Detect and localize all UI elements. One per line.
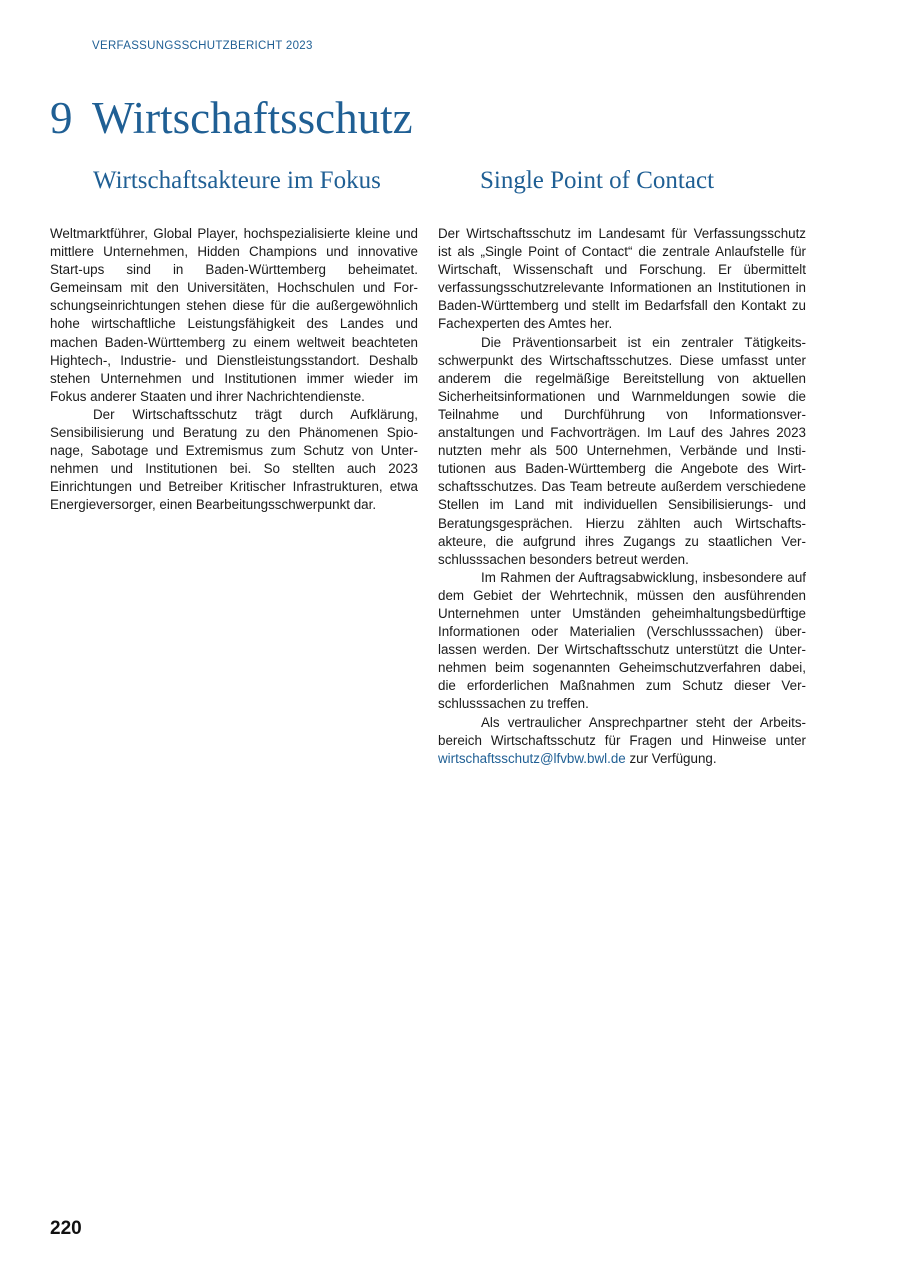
right-column-heading: Single Point of Contact: [480, 167, 715, 194]
right-paragraph-3: Im Rahmen der Auftragsabwicklung, insbesondere auf dem Gebiet der Wehrtechnik, müssen den ausführenden Unternehmen unter Umständen geheimhaltungsbedürftige Informationen oder Materialien (Verschlusssachen) überlassen werden. Der Wirtschaftsschutz unterstützt die Unternehmen beim sogenannten Geheimschutzverfahren dabei, die erforderlichen Maßnahmen zum Schutz dieser Verschlusssachen zu treffen.: [438, 569, 806, 712]
right-column: [438, 160, 806, 768]
left-paragraph-2: Der Wirtschaftsschutz trägt durch Aufklärung, Sensibilisierung und Beratung zu den Phänomenen Spionage, Sabotage und Extremismus zum Schutz von Unternehmen und Institutionen bei. So stellten auch 2023 Einrichtungen und Betreiber Kritischer Infrastrukturen, etwa Energieversorger, einen Bearbeitungsschwerpunkt dar.: [50, 406, 418, 513]
chapter-title-text: Wirtschaftsschutz: [92, 93, 413, 143]
running-header: VERFASSUNGSSCHUTZBERICHT 2023: [92, 40, 313, 52]
contact-email-link[interactable]: wirtschaftsschutz@lfvbw.bwl.de: [438, 750, 626, 766]
chapter-title: [50, 88, 413, 148]
right-paragraph-4: [438, 714, 806, 768]
left-column-heading: Wirtschaftsakteure im Fokus: [93, 167, 381, 194]
right-paragraph-1: Der Wirtschaftsschutz im Landesamt für Verfassungsschutz ist als „Single Point of Contact“ die zentrale Anlaufstelle für Wirtschaft, Wissenschaft und Forschung. Er übermittelt verfassungsschutzrelevante Informationen an Institutionen in Baden-Württemberg und stellt im Bedarfsfall den Kontakt zu Fachexperten des Amtes her.: [438, 226, 806, 332]
contact-intro-text: Als vertraulicher Ansprechpartner steht der Arbeitsbereich Wirtschaftsschutz für Fragen und Hinweise unter: [438, 714, 806, 748]
left-paragraph-1: Weltmarktführer, Global Player, hochspezialisierte kleine und mittlere Unternehmen, Hidden Champions und innovative Start-ups sind in Baden-Württemberg beheimatet. Gemeinsam mit den Universitäten, Hochschulen und For-schungseinrichtungen stehen diese für die außergewöhnlich hohe wirtschaftliche Leistungsfähigkeit des Landes und machen Baden-Württemberg zu einem weltweit beachteten Hightech-, Industrie- und Dienstleistungsstandort. Deshalb stehen Unternehmen und Institutionen immer wieder im Fokus anderer Staaten und ihrer Nachrichtendienste.: [50, 226, 418, 404]
right-paragraph-2: Die Präventionsarbeit ist ein zentraler Tätigkeitsschwerpunkt des Wirtschaftsschutzes. Diese umfasst unter anderem die regelmäßige Bereitstellung von aktuellen Sicherheitsinformationen und Warnmeldungen sowie die Teilnahme und Durchführung von Informationsveranstaltungen und Fachvorträgen. Im Lauf des Jahres 2023 nutzten mehr als 500 Unternehmen, Verbände und Institutionen aus Baden-Württemberg die Angebote des Wirtschaftsschutzes. Das Team betreute außerdem verschiedene Stellen im Land mit individuellen Sensibilisierungs- und Beratungsgesprächen. Hierzu zählten auch Wirtschaftsakteure, die aufgrund ihres Zugangs zu staatlichen Verschlusssachen besonders betreut werden.: [438, 334, 806, 567]
left-column: [50, 160, 418, 515]
chapter-number: 9: [50, 93, 73, 143]
page-number: 220: [50, 1218, 82, 1239]
contact-closing-text: zur Verfügung.: [625, 750, 717, 766]
